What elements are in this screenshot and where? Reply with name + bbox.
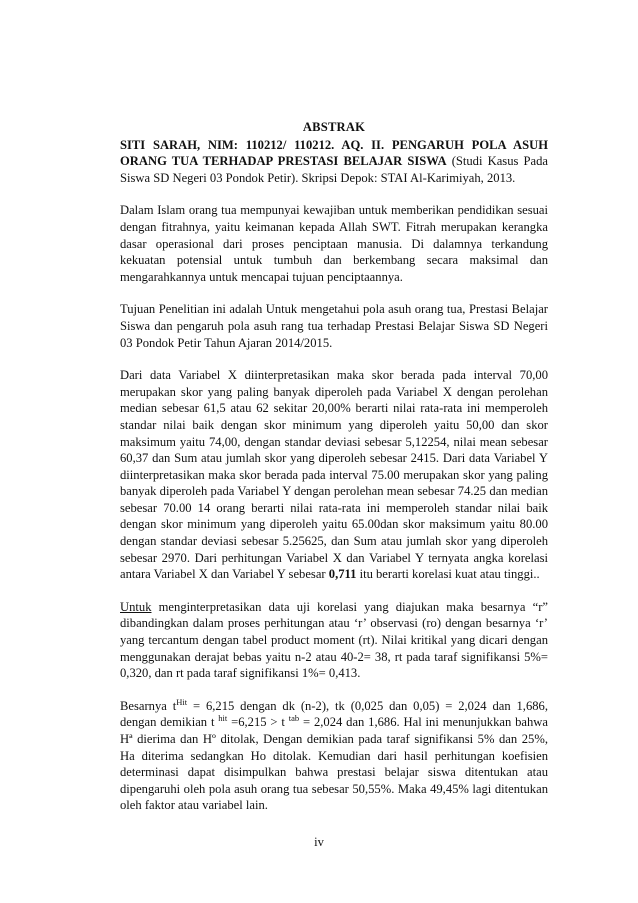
header-paragraph bbox=[120, 137, 548, 187]
interpretation-first-word: Untuk bbox=[120, 599, 152, 614]
author-and-title: SITI SARAH, NIM: 110212/ 110212. AQ. II. PENGARUH POLA ASUH ORANG TUA TERHADAP PRESTASI BELAJAR SISWA bbox=[120, 137, 548, 169]
sup-hit-upper: Hit bbox=[176, 696, 188, 707]
correlation-value: 0,711 bbox=[328, 567, 357, 582]
analysis-tail: itu berarti korelasi kuat atau tinggi.. bbox=[356, 567, 540, 582]
sup-hit-lower: hit bbox=[218, 713, 228, 724]
study-info: (Studi Kasus Pada Siswa SD Negeri 03 Pondok Petir). Skripsi Depok: STAI Al-Karimiyah, 2013. bbox=[120, 154, 548, 185]
abstract-title: ABSTRAK bbox=[302, 120, 366, 134]
conclusion-s3: =6,215 > t bbox=[227, 715, 289, 730]
paragraph-data-analysis bbox=[120, 367, 548, 583]
paragraph-objective: Tujuan Penelitian ini adalah Untuk mengetahui pola asuh orang tua, Prestasi Belajar Siswa dan pengaruh pola asuh rang tua terhadap Prestasi Belajar Siswa SD Negeri 03 Pondok Petir Tahun Ajaran 2014/2015. bbox=[120, 302, 548, 350]
analysis-text: Dari data Variabel X diinterpretasikan maka skor berada pada interval 70,00 merupakan skor yang paling banyak diperoleh pada Variabel X dengan perolehan median sebesar 61,5 atau 62 sekitar 20,00% berarti nilai rata-rata ini memperoleh standar nilai baik dengan skor minimum yang diperoleh yaitu 50,00 dan skor maksimum yaitu 74,00, dengan standar deviasi sebesar 5,12254, nilai mean sebesar 60,37 dan Sum atau jumlah skor yang diperoleh sebesar 2415. Dari data Variabel Y diinterpretasikan maka skor berada pada interval 75.00 merupakan skor yang paling banyak diperoleh pada Variabel Y dengan perolehan mean sebesar 74.25 dan median sebesar 70.00 14 orang berarti nilai rata-rata ini memperoleh standar nilai baik dengan skor minimum yang diperoleh yaitu 65.00dan skor maksimum yaitu 80.00 dengan standar deviasi sebesar 5.25625, dan Sum atau jumlah skor yang diperoleh sebesar 2970. Dari perhitungan Variabel X dan Variabel Y ternyata angka korelasi antara Variabel X dan Variabel Y sebesar bbox=[120, 368, 548, 582]
abstract-body bbox=[120, 119, 548, 830]
page-number: iv bbox=[314, 835, 324, 849]
sup-tab: tab bbox=[288, 713, 300, 724]
conclusion-s4: = 2,024 dan 1,686. Hal ini menunjukkan bahwa Hª dierima dan Hº ditolak, Dengan demikian pada taraf signifikansi 5% dan 25%, Ha diterima sedangkan Ho ditolak. Kemudian dari hasil perhitungan koefisien determinasi dapat disimpulkan bahwa prestasi belajar siswa ditentukan atau dipengaruhi oleh pola asuh orang tua sebesar 50,55%. Maka 49,45% lagi ditentukan oleh faktor atau variabel lain. bbox=[120, 715, 548, 813]
paragraph-interpretation bbox=[120, 599, 548, 682]
paragraph-background: Dalam Islam orang tua mempunyai kewajiban untuk memberikan pendidikan sesuai dengan fitrahnya, yaitu keimanan kepada Allah SWT. Fitrah merupakan kerangka dasar operasional dari proses penciptaan manusia. Di dalamnya terkandung kekuatan potensial untuk tumbuh dan berkembang secara maksimal dan mengarahkannya untuk mencapai tujuan penciptaannya. bbox=[120, 203, 548, 284]
interpretation-text: menginterpretasikan data uji korelasi yang diajukan maka besarnya “r” dibandingkan dalam proses perhitungan atau ‘r’ observasi (ro) dengan besarnya ‘r’ yang tercantum dengan tabel product moment (rt). Nilai kritikal yang dicari dengan menggunakan derajat bebas yaitu n-2 atau 40-2= 38, rt pada taraf signifikansi 5%= 0,320, dan rt pada taraf signifikansi 1%= 0,413. bbox=[120, 599, 548, 681]
conclusion-s1: Besarnya t bbox=[120, 698, 177, 713]
paragraph-conclusion bbox=[120, 698, 548, 814]
conclusion-s2: = 6,215 dengan dk (n-2), tk (0,025 dan 0,05) = 2,024 dan 1,686, dengan demikian t bbox=[120, 698, 548, 730]
